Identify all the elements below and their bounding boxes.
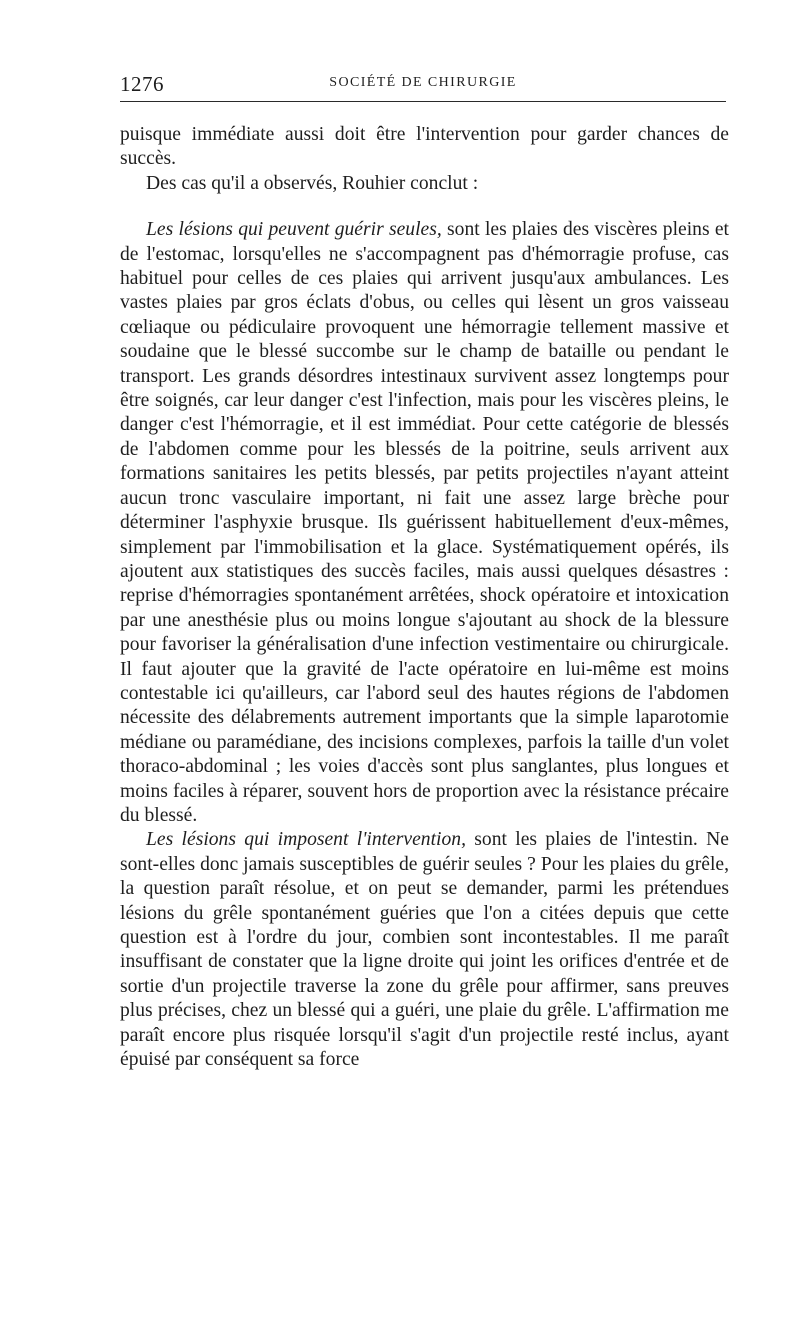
paragraph-text: sont les plaies de l'intestin. Ne sont-elles donc jamais susceptibles de guérir seules ? Pour les plaies du grêle, la question paraît résolue, et on peut se demander, parmi les prétendues lésions du grêle spontanément guéries que l'on a citées depuis que cette question est à l'ordre du jour, combien sont incontestables. Il me paraît insuffisant de constater que la ligne droite qui joint les orifices d'entrée et de sortie d'un projectile traverse la zone du grêle pour affirmer, sans preuves plus précises, chez un blessé qui a guéri, une plaie du grêle. L'affirmation me paraît encore plus risquée lorsqu'il s'agit d'un projectile resté inclus, ayant épuisé par conséquent sa force	[120, 829, 729, 1071]
running-head	[120, 64, 726, 94]
header-rule	[120, 101, 726, 102]
paragraph-text: sont les plaies des viscères pleins et de l'estomac, lorsqu'elles ne s'accompagnent pas d'hémorragie profuse, cas habituel pour celles de ces plaies qui arrivent jusqu'aux ambulances. Les vastes plaies par gros éclats d'obus, ou celles qui lèsent un gros vaisseau cœliaque ou pédiculaire provoquent une hémorragie tellement massive et soudaine que le blessé succombe sur le champ de bataille ou pendant le transport. Les grands désordres intestinaux survivent assez longtemps pour être soignés, car leur danger c'est l'infection, mais pour les viscères pleins, le danger c'est l'hémorragie, et il est immédiat. Pour cette catégorie de blessés de l'abdomen comme pour les blessés de la poitrine, seuls arrivent aux formations sanitaires les petits blessés, par petits projectiles n'ayant atteint aucun tronc vasculaire important, ni fait une assez large brèche pour déterminer l'asphyxie brusque. Ils guérissent habituellement d'eux-mêmes, simplement par l'immobilisation et la glace. Systématiquement opérés, ils ajoutent aux statistiques des succès faciles, mais aussi quelques désastres : reprise d'hémorragies spontanément arrêtées, shock opératoire et intoxication par une anesthésie plus ou moins longue s'ajoutant au shock de la blessure pour favoriser la généralisation d'une infection vestimentaire ou chirurgicale. Il faut ajouter que la gravité de l'acte opératoire en lui-même est moins contestable ici qu'ailleurs, car l'abord seul des hautes régions de l'abdomen nécessite des délabrements autrement importants que la simple laparotomie médiane ou paramédiane, des incisions complexes, parfois la taille d'un volet thoraco-abdominal ; les voies d'accès sont plus sanglantes, plus longues et moins faciles à réparer, souvent hors de proportion avec la résistance précaire du blessé.	[120, 219, 729, 826]
paragraph-lesions-guerir	[120, 218, 729, 828]
body-text	[120, 123, 729, 1072]
paragraph-continuation	[120, 123, 729, 172]
page-number: 1276	[120, 72, 164, 96]
paragraph-lead-italic: Les lésions qui imposent l'intervention,	[146, 829, 466, 851]
paragraph-lead-italic: Les lésions qui peuvent guérir seules,	[146, 219, 442, 241]
paragraph-text: puisque immédiate aussi doit être l'intervention pour garder chances de succès.	[120, 124, 729, 170]
running-head-title: SOCIÉTÉ DE CHIRURGIE	[329, 75, 517, 90]
paragraph-lesions-intervention	[120, 828, 729, 1072]
paragraph-text: Des cas qu'il a observés, Rouhier conclut :	[146, 172, 479, 194]
paragraph-intro	[120, 172, 729, 196]
